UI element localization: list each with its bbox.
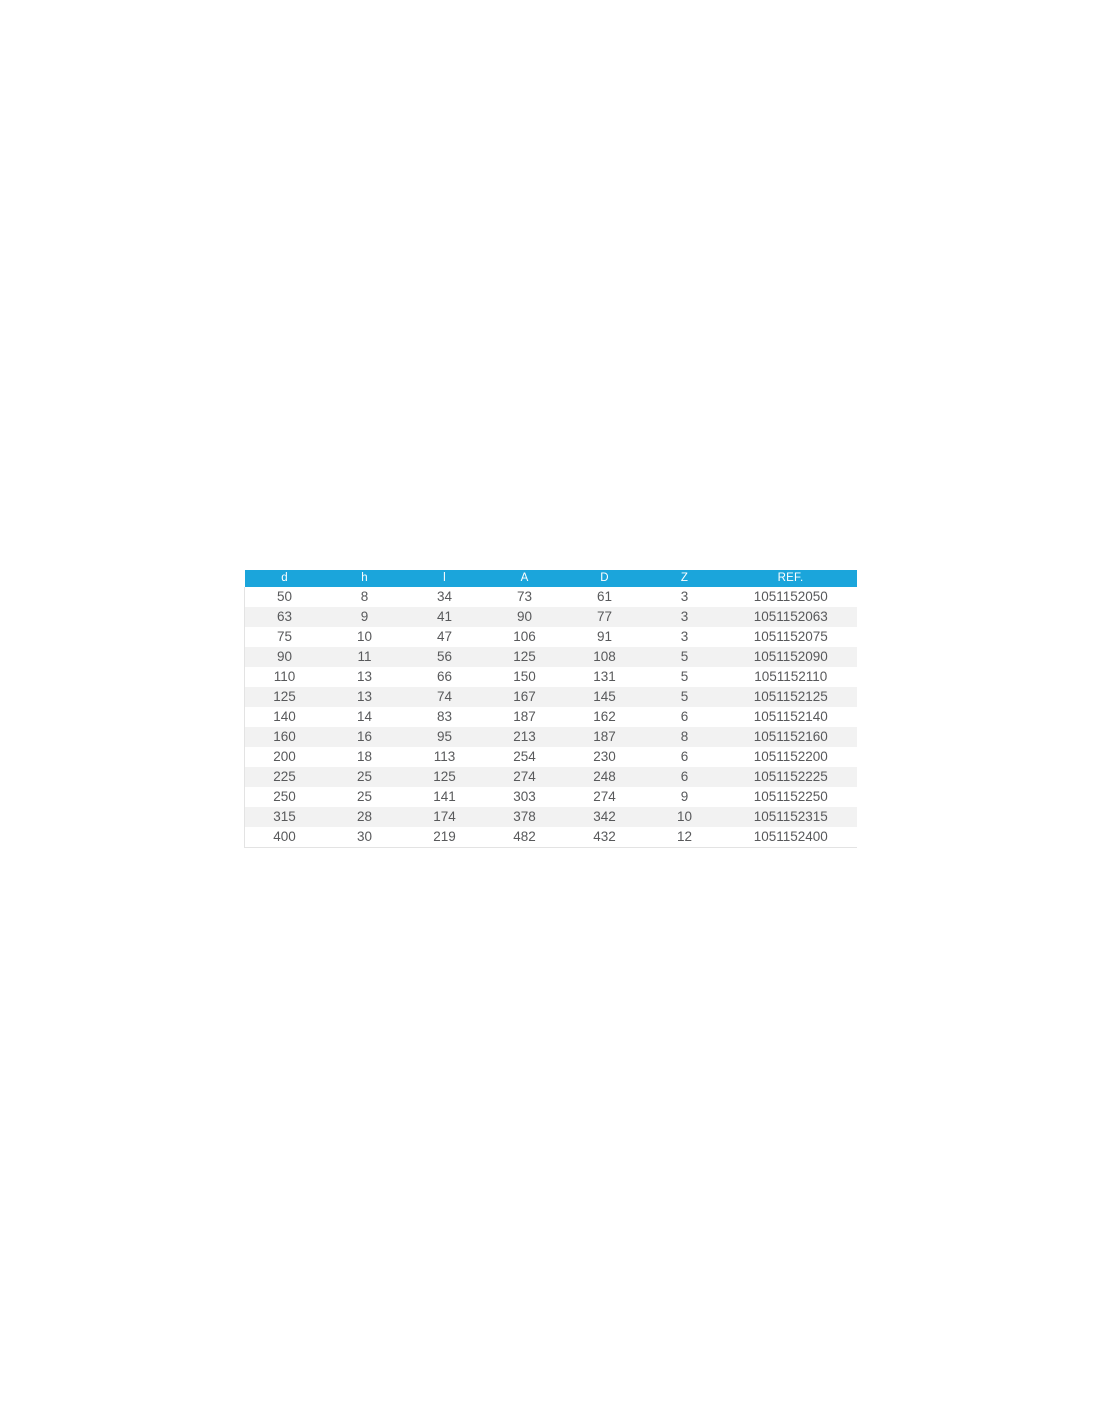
cell-A: 73 xyxy=(485,587,565,607)
cell-A: 125 xyxy=(485,647,565,667)
column-header-ref: REF. xyxy=(725,570,857,587)
cell-h: 14 xyxy=(325,707,405,727)
cell-ref: 1051152160 xyxy=(725,727,857,747)
cell-ref: 1051152110 xyxy=(725,667,857,687)
cell-D: 342 xyxy=(565,807,645,827)
cell-D: 274 xyxy=(565,787,645,807)
cell-Z: 3 xyxy=(645,607,725,627)
cell-d: 315 xyxy=(245,807,325,827)
table-body xyxy=(245,587,857,848)
cell-Z: 8 xyxy=(645,727,725,747)
cell-l: 34 xyxy=(405,587,485,607)
cell-d: 400 xyxy=(245,827,325,848)
cell-d: 200 xyxy=(245,747,325,767)
cell-Z: 3 xyxy=(645,627,725,647)
table-header-row xyxy=(245,570,857,587)
cell-l: 83 xyxy=(405,707,485,727)
cell-A: 274 xyxy=(485,767,565,787)
cell-h: 13 xyxy=(325,667,405,687)
cell-l: 74 xyxy=(405,687,485,707)
cell-ref: 1051152090 xyxy=(725,647,857,667)
column-header-A: A xyxy=(485,570,565,587)
cell-h: 30 xyxy=(325,827,405,848)
cell-l: 56 xyxy=(405,647,485,667)
cell-ref: 1051152250 xyxy=(725,787,857,807)
cell-d: 160 xyxy=(245,727,325,747)
cell-d: 125 xyxy=(245,687,325,707)
cell-h: 8 xyxy=(325,587,405,607)
cell-h: 11 xyxy=(325,647,405,667)
column-header-D: D xyxy=(565,570,645,587)
table-row xyxy=(245,767,857,787)
cell-A: 106 xyxy=(485,627,565,647)
cell-D: 91 xyxy=(565,627,645,647)
cell-D: 432 xyxy=(565,827,645,848)
cell-d: 250 xyxy=(245,787,325,807)
cell-l: 125 xyxy=(405,767,485,787)
cell-l: 66 xyxy=(405,667,485,687)
cell-d: 75 xyxy=(245,627,325,647)
cell-ref: 1051152063 xyxy=(725,607,857,627)
cell-A: 167 xyxy=(485,687,565,707)
cell-A: 90 xyxy=(485,607,565,627)
cell-Z: 5 xyxy=(645,687,725,707)
table-row xyxy=(245,707,857,727)
cell-l: 219 xyxy=(405,827,485,848)
table-row xyxy=(245,667,857,687)
cell-Z: 6 xyxy=(645,767,725,787)
column-header-Z: Z xyxy=(645,570,725,587)
cell-l: 41 xyxy=(405,607,485,627)
specification-table-container xyxy=(244,570,856,848)
cell-ref: 1051152125 xyxy=(725,687,857,707)
table-row xyxy=(245,807,857,827)
cell-Z: 6 xyxy=(645,707,725,727)
cell-A: 303 xyxy=(485,787,565,807)
cell-d: 90 xyxy=(245,647,325,667)
cell-h: 9 xyxy=(325,607,405,627)
cell-A: 378 xyxy=(485,807,565,827)
cell-h: 10 xyxy=(325,627,405,647)
cell-D: 77 xyxy=(565,607,645,627)
cell-D: 162 xyxy=(565,707,645,727)
cell-Z: 3 xyxy=(645,587,725,607)
cell-ref: 1051152400 xyxy=(725,827,857,848)
cell-l: 174 xyxy=(405,807,485,827)
cell-Z: 9 xyxy=(645,787,725,807)
cell-D: 187 xyxy=(565,727,645,747)
table-row xyxy=(245,627,857,647)
cell-A: 187 xyxy=(485,707,565,727)
cell-Z: 12 xyxy=(645,827,725,848)
cell-Z: 10 xyxy=(645,807,725,827)
column-header-l: l xyxy=(405,570,485,587)
cell-A: 150 xyxy=(485,667,565,687)
specification-table xyxy=(244,570,857,848)
cell-Z: 5 xyxy=(645,667,725,687)
column-header-h: h xyxy=(325,570,405,587)
cell-D: 131 xyxy=(565,667,645,687)
table-row xyxy=(245,587,857,607)
cell-h: 25 xyxy=(325,767,405,787)
cell-h: 16 xyxy=(325,727,405,747)
cell-Z: 5 xyxy=(645,647,725,667)
table-row xyxy=(245,827,857,848)
cell-ref: 1051152050 xyxy=(725,587,857,607)
cell-Z: 6 xyxy=(645,747,725,767)
table-header xyxy=(245,570,857,587)
cell-d: 140 xyxy=(245,707,325,727)
table-row xyxy=(245,687,857,707)
cell-A: 482 xyxy=(485,827,565,848)
cell-D: 230 xyxy=(565,747,645,767)
cell-D: 248 xyxy=(565,767,645,787)
cell-h: 13 xyxy=(325,687,405,707)
cell-h: 28 xyxy=(325,807,405,827)
cell-ref: 1051152140 xyxy=(725,707,857,727)
cell-d: 110 xyxy=(245,667,325,687)
cell-l: 95 xyxy=(405,727,485,747)
cell-A: 254 xyxy=(485,747,565,767)
table-row xyxy=(245,787,857,807)
table-row xyxy=(245,747,857,767)
cell-ref: 1051152225 xyxy=(725,767,857,787)
cell-ref: 1051152075 xyxy=(725,627,857,647)
column-header-d: d xyxy=(245,570,325,587)
cell-l: 47 xyxy=(405,627,485,647)
table-row xyxy=(245,607,857,627)
cell-d: 63 xyxy=(245,607,325,627)
cell-ref: 1051152200 xyxy=(725,747,857,767)
cell-D: 108 xyxy=(565,647,645,667)
table-row xyxy=(245,727,857,747)
cell-l: 113 xyxy=(405,747,485,767)
cell-h: 25 xyxy=(325,787,405,807)
cell-d: 50 xyxy=(245,587,325,607)
cell-l: 141 xyxy=(405,787,485,807)
cell-ref: 1051152315 xyxy=(725,807,857,827)
cell-d: 225 xyxy=(245,767,325,787)
cell-D: 145 xyxy=(565,687,645,707)
cell-A: 213 xyxy=(485,727,565,747)
table-row xyxy=(245,647,857,667)
cell-h: 18 xyxy=(325,747,405,767)
cell-D: 61 xyxy=(565,587,645,607)
